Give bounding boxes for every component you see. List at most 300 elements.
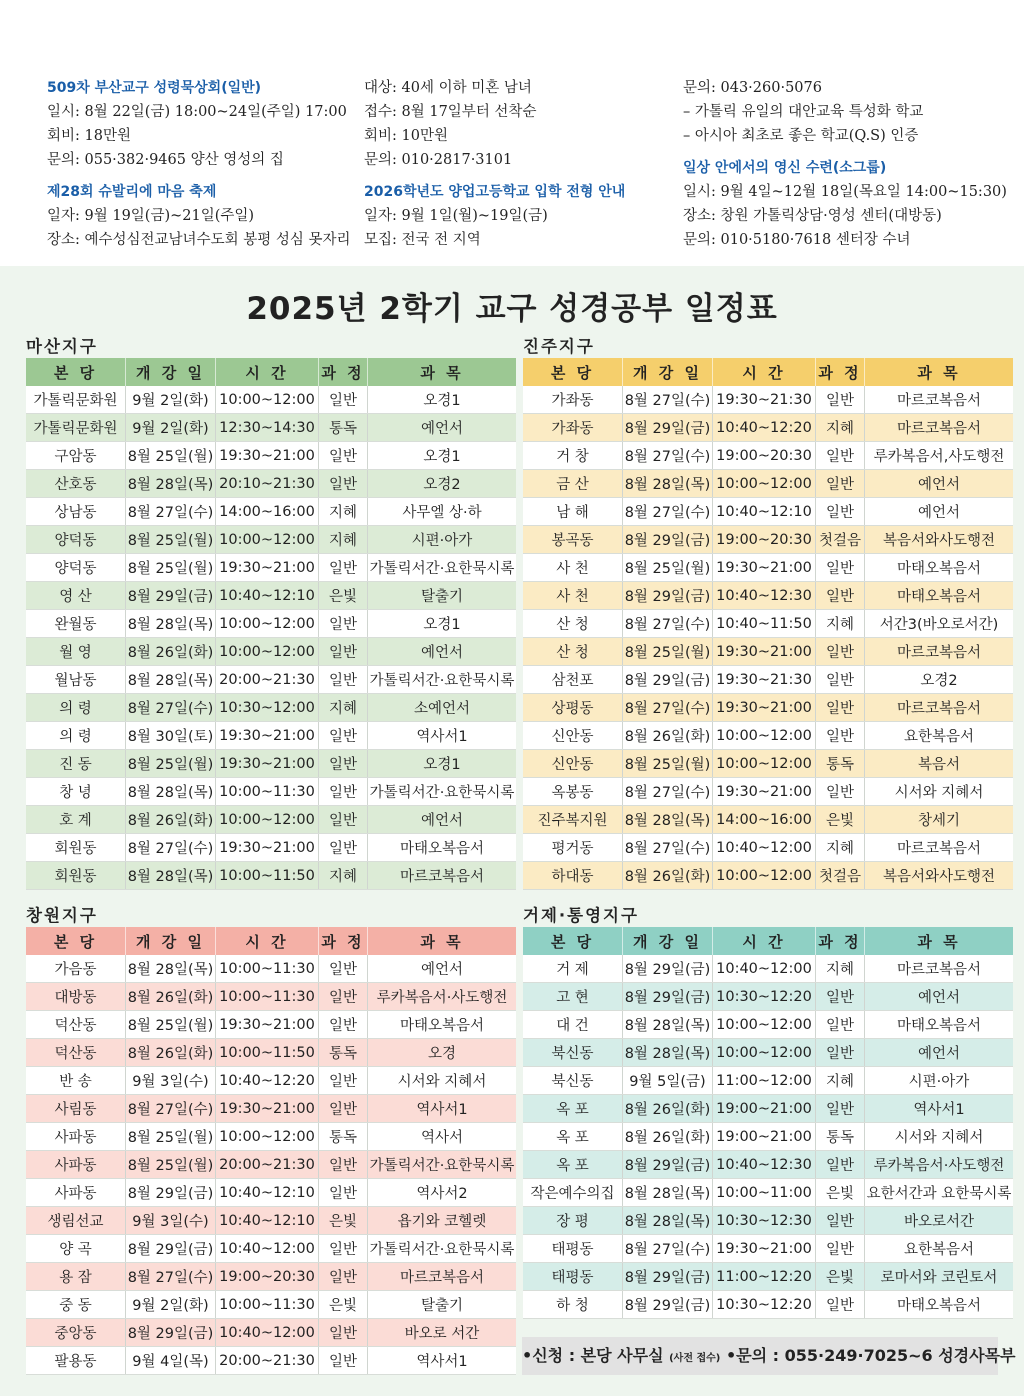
parish-cell: 사 천 xyxy=(523,554,623,582)
start-date-cell: 8월 29일(금) xyxy=(126,1179,216,1207)
time-cell: 19:00~21:00 xyxy=(713,1095,816,1123)
start-date-cell: 8월 26일(화) xyxy=(126,806,216,834)
time-cell: 12:30~14:30 xyxy=(216,414,319,442)
table-row xyxy=(26,955,516,983)
course-cell: 일반 xyxy=(816,1011,865,1039)
table-row xyxy=(26,554,516,582)
table-row xyxy=(26,1179,516,1207)
subject-cell: 오경 xyxy=(368,1039,517,1067)
time-cell: 19:30~21:00 xyxy=(216,1095,319,1123)
course-cell: 지혜 xyxy=(816,955,865,983)
parish-cell: 상남동 xyxy=(26,498,126,526)
subject-cell: 예언서 xyxy=(865,983,1014,1011)
parish-cell: 용 잠 xyxy=(26,1263,126,1291)
header-row xyxy=(523,358,1013,386)
subject-cell: 역사서 xyxy=(368,1123,517,1151)
start-date-cell: 8월 26일(화) xyxy=(623,1123,713,1151)
time-cell: 10:40~12:00 xyxy=(216,1235,319,1263)
table-row xyxy=(523,1179,1013,1207)
parish-cell: 북신동 xyxy=(523,1039,623,1067)
announcement-line: 모집: 전국 전 지역 xyxy=(364,232,481,248)
time-cell: 10:00~12:00 xyxy=(216,526,319,554)
table-row xyxy=(26,862,516,890)
announcement-line: 일자: 9월 19일(금)~21일(주일) xyxy=(47,208,255,224)
table-row xyxy=(523,442,1013,470)
subject-cell: 예언서 xyxy=(368,806,517,834)
table-row xyxy=(26,638,516,666)
course-cell: 일반 xyxy=(319,1347,368,1375)
announcement-line: 문의: 055·382·9465 양산 영성의 집 xyxy=(47,152,284,168)
time-cell: 19:00~20:30 xyxy=(713,526,816,554)
time-cell: 20:00~21:30 xyxy=(216,1151,319,1179)
announcement-line: 대상: 40세 이하 미혼 남녀 xyxy=(364,80,532,96)
course-cell: 일반 xyxy=(319,955,368,983)
course-cell: 일반 xyxy=(319,1319,368,1347)
table-row xyxy=(26,666,516,694)
table-row xyxy=(523,1011,1013,1039)
table-row xyxy=(523,414,1013,442)
jinju-schedule-table xyxy=(523,358,1013,890)
subject-cell: 시편·아가 xyxy=(865,1067,1014,1095)
course-cell: 은빛 xyxy=(816,806,865,834)
parish-cell: 장 평 xyxy=(523,1207,623,1235)
course-cell: 일반 xyxy=(319,1151,368,1179)
time-cell: 19:30~21:00 xyxy=(216,442,319,470)
subject-cell: 역사서2 xyxy=(368,1179,517,1207)
parish-cell: 사림동 xyxy=(26,1095,126,1123)
parish-cell: 가음동 xyxy=(26,955,126,983)
start-date-cell: 8월 25일(월) xyxy=(126,750,216,778)
time-cell: 19:30~21:00 xyxy=(216,1011,319,1039)
parish-cell: 북신동 xyxy=(523,1067,623,1095)
course-cell: 일반 xyxy=(319,1067,368,1095)
parish-cell: 양 곡 xyxy=(26,1235,126,1263)
header-row xyxy=(523,927,1013,955)
subject-cell: 시서와 지혜서 xyxy=(865,778,1014,806)
table-row xyxy=(26,1235,516,1263)
course-cell: 일반 xyxy=(816,442,865,470)
subject-cell: 오경1 xyxy=(368,386,517,414)
start-date-cell: 8월 26일(화) xyxy=(623,722,713,750)
subject-cell: 루카복음서,사도행전 xyxy=(865,442,1014,470)
time-cell: 10:00~11:50 xyxy=(216,1039,319,1067)
parish-cell: 생림선교 xyxy=(26,1207,126,1235)
start-date-cell: 8월 27일(수) xyxy=(623,386,713,414)
table-row xyxy=(26,1039,516,1067)
course-cell: 일반 xyxy=(816,1291,865,1319)
start-date-cell: 8월 29일(금) xyxy=(623,526,713,554)
course-cell: 은빛 xyxy=(319,1207,368,1235)
course-cell: 일반 xyxy=(816,694,865,722)
district-title: 창원지구 xyxy=(26,906,98,925)
parish-cell: 옥봉동 xyxy=(523,778,623,806)
column-header: 과 목 xyxy=(865,358,1014,386)
parish-cell: 완월동 xyxy=(26,610,126,638)
column-header: 개 강 일 xyxy=(126,358,216,386)
course-cell: 통독 xyxy=(816,750,865,778)
announcement-column-2 xyxy=(364,76,625,252)
column-header: 시 간 xyxy=(713,358,816,386)
course-cell: 지혜 xyxy=(319,498,368,526)
table-row xyxy=(26,750,516,778)
subject-cell: 역사서1 xyxy=(368,1095,517,1123)
start-date-cell: 8월 28일(목) xyxy=(126,862,216,890)
parish-cell: 고 현 xyxy=(523,983,623,1011)
start-date-cell: 8월 25일(월) xyxy=(126,1011,216,1039)
subject-cell: 시서와 지혜서 xyxy=(865,1123,1014,1151)
time-cell: 19:30~21:00 xyxy=(216,834,319,862)
parish-cell: 가톨릭문화원 xyxy=(26,414,126,442)
announcement-line: 장소: 창원 가톨릭상담·영성 센터(대방동) xyxy=(683,208,942,224)
parish-cell: 사파동 xyxy=(26,1179,126,1207)
time-cell: 20:00~21:30 xyxy=(216,666,319,694)
course-cell: 일반 xyxy=(319,750,368,778)
masan-district-section xyxy=(26,336,516,890)
subject-cell: 탈출기 xyxy=(368,582,517,610)
announcement-line: – 아시아 최초로 좋은 학교(Q.S) 인증 xyxy=(683,128,919,144)
subject-cell: 탈출기 xyxy=(368,1291,517,1319)
column-header: 시 간 xyxy=(216,927,319,955)
table-row xyxy=(26,610,516,638)
subject-cell: 요한복음서 xyxy=(865,1235,1014,1263)
table-row xyxy=(523,1095,1013,1123)
parish-cell: 가좌동 xyxy=(523,414,623,442)
parish-cell: 태평동 xyxy=(523,1263,623,1291)
start-date-cell: 8월 28일(목) xyxy=(126,470,216,498)
subject-cell: 예언서 xyxy=(368,414,517,442)
start-date-cell: 8월 25일(월) xyxy=(623,638,713,666)
time-cell: 10:30~12:20 xyxy=(713,983,816,1011)
subject-cell: 루카복음서·사도행전 xyxy=(368,983,517,1011)
announcement-heading: 일상 안에서의 영신 수련(소그룹) xyxy=(683,160,887,176)
parish-cell: 양덕동 xyxy=(26,526,126,554)
course-cell: 일반 xyxy=(319,554,368,582)
parish-cell: 덕산동 xyxy=(26,1011,126,1039)
start-date-cell: 8월 29일(금) xyxy=(623,1291,713,1319)
header-row xyxy=(26,927,516,955)
time-cell: 19:00~20:30 xyxy=(713,442,816,470)
course-cell: 일반 xyxy=(319,386,368,414)
table-row xyxy=(523,778,1013,806)
table-row xyxy=(26,1291,516,1319)
table-row xyxy=(26,582,516,610)
table-row xyxy=(523,1207,1013,1235)
table-row xyxy=(523,526,1013,554)
changwon-schedule-table xyxy=(26,927,516,1375)
subject-cell: 로마서와 코린토서 xyxy=(865,1263,1014,1291)
time-cell: 10:40~12:20 xyxy=(713,414,816,442)
course-cell: 일반 xyxy=(816,1235,865,1263)
parish-cell: 호 계 xyxy=(26,806,126,834)
start-date-cell: 8월 25일(월) xyxy=(623,750,713,778)
notice-contact: •문의 : 055·249·7025~6 성경사목부 xyxy=(725,1346,1016,1365)
column-header: 시 간 xyxy=(713,927,816,955)
table-row xyxy=(26,1151,516,1179)
table-row xyxy=(26,386,516,414)
time-cell: 19:30~21:00 xyxy=(713,778,816,806)
course-cell: 일반 xyxy=(816,1207,865,1235)
subject-cell: 복음서와사도행전 xyxy=(865,526,1014,554)
time-cell: 19:00~21:00 xyxy=(713,1123,816,1151)
subject-cell: 오경1 xyxy=(368,610,517,638)
subject-cell: 복음서와사도행전 xyxy=(865,862,1014,890)
column-header: 과 목 xyxy=(368,358,517,386)
table-row xyxy=(523,1151,1013,1179)
parish-cell: 진 동 xyxy=(26,750,126,778)
parish-cell: 월 영 xyxy=(26,638,126,666)
subject-cell: 예언서 xyxy=(865,470,1014,498)
parish-cell: 평거동 xyxy=(523,834,623,862)
district-title: 마산지구 xyxy=(26,337,98,356)
course-cell: 일반 xyxy=(319,1179,368,1207)
time-cell: 10:00~11:30 xyxy=(216,778,319,806)
course-cell: 일반 xyxy=(816,582,865,610)
parish-cell: 덕산동 xyxy=(26,1039,126,1067)
time-cell: 10:00~11:30 xyxy=(216,1291,319,1319)
course-cell: 일반 xyxy=(319,983,368,1011)
time-cell: 10:40~12:10 xyxy=(216,1207,319,1235)
course-cell: 통독 xyxy=(319,1123,368,1151)
column-header: 과 목 xyxy=(368,927,517,955)
parish-cell: 대 건 xyxy=(523,1011,623,1039)
subject-cell: 요한복음서 xyxy=(865,722,1014,750)
district-title: 거제·통영지구 xyxy=(523,906,639,925)
parish-cell: 가톨릭문화원 xyxy=(26,386,126,414)
time-cell: 10:00~12:00 xyxy=(713,470,816,498)
announcement-line: 회비: 18만원 xyxy=(47,128,131,144)
column-header: 과 목 xyxy=(865,927,1014,955)
subject-cell: 마르코복음서 xyxy=(865,386,1014,414)
start-date-cell: 8월 27일(수) xyxy=(126,1263,216,1291)
course-cell: 은빛 xyxy=(319,1291,368,1319)
header-row xyxy=(26,358,516,386)
time-cell: 11:00~12:20 xyxy=(713,1263,816,1291)
subject-cell: 욥기와 코헬렛 xyxy=(368,1207,517,1235)
parish-cell: 사 천 xyxy=(523,582,623,610)
start-date-cell: 8월 28일(목) xyxy=(623,806,713,834)
time-cell: 10:30~12:30 xyxy=(713,1207,816,1235)
course-cell: 지혜 xyxy=(816,1067,865,1095)
start-date-cell: 9월 2일(화) xyxy=(126,386,216,414)
course-cell: 은빛 xyxy=(816,1263,865,1291)
course-cell: 지혜 xyxy=(319,526,368,554)
time-cell: 14:00~16:00 xyxy=(713,806,816,834)
table-row xyxy=(26,1347,516,1375)
subject-cell: 바오로 서간 xyxy=(368,1319,517,1347)
course-cell: 통독 xyxy=(319,414,368,442)
announcement-line: 문의: 043·260·5076 xyxy=(683,80,822,96)
parish-cell: 월남동 xyxy=(26,666,126,694)
course-cell: 일반 xyxy=(319,806,368,834)
parish-cell: 금 산 xyxy=(523,470,623,498)
parish-cell: 중앙동 xyxy=(26,1319,126,1347)
table-row xyxy=(26,834,516,862)
parish-cell: 거 창 xyxy=(523,442,623,470)
start-date-cell: 8월 27일(수) xyxy=(126,694,216,722)
table-row xyxy=(26,1319,516,1347)
course-cell: 일반 xyxy=(319,722,368,750)
table-row xyxy=(26,1123,516,1151)
start-date-cell: 8월 27일(수) xyxy=(623,498,713,526)
time-cell: 19:30~21:00 xyxy=(713,554,816,582)
time-cell: 10:30~12:00 xyxy=(216,694,319,722)
announcement-line: 일자: 9월 1일(월)~19일(금) xyxy=(364,208,548,224)
time-cell: 10:40~12:30 xyxy=(713,1151,816,1179)
start-date-cell: 8월 28일(목) xyxy=(623,1039,713,1067)
table-row xyxy=(523,955,1013,983)
time-cell: 10:40~12:10 xyxy=(216,1179,319,1207)
announcement-line: – 가톨릭 유일의 대안교육 특성화 학교 xyxy=(683,104,924,120)
parish-cell: 사파동 xyxy=(26,1123,126,1151)
subject-cell: 마르코복음서 xyxy=(865,834,1014,862)
parish-cell: 남 해 xyxy=(523,498,623,526)
course-cell: 일반 xyxy=(816,638,865,666)
subject-cell: 마르코복음서 xyxy=(368,862,517,890)
time-cell: 10:00~12:00 xyxy=(713,862,816,890)
table-row xyxy=(26,498,516,526)
time-cell: 10:00~12:00 xyxy=(216,638,319,666)
course-cell: 지혜 xyxy=(319,694,368,722)
start-date-cell: 8월 28일(목) xyxy=(126,778,216,806)
column-header: 개 강 일 xyxy=(623,358,713,386)
start-date-cell: 8월 29일(금) xyxy=(623,414,713,442)
subject-cell: 서간3(바오로서간) xyxy=(865,610,1014,638)
subject-cell: 요한서간과 요한묵시록 xyxy=(865,1179,1014,1207)
parish-cell: 상평동 xyxy=(523,694,623,722)
table-row xyxy=(26,442,516,470)
table-row xyxy=(523,1235,1013,1263)
subject-cell: 마태오복음서 xyxy=(368,834,517,862)
start-date-cell: 8월 27일(수) xyxy=(126,1095,216,1123)
start-date-cell: 9월 2일(화) xyxy=(126,414,216,442)
subject-cell: 바오로서간 xyxy=(865,1207,1014,1235)
time-cell: 19:30~21:00 xyxy=(713,694,816,722)
course-cell: 일반 xyxy=(319,1235,368,1263)
start-date-cell: 9월 3일(수) xyxy=(126,1067,216,1095)
column-header: 과 정 xyxy=(816,927,865,955)
parish-cell: 회원동 xyxy=(26,834,126,862)
time-cell: 10:00~12:00 xyxy=(713,1039,816,1067)
subject-cell: 시편·아가 xyxy=(368,526,517,554)
subject-cell: 가톨릭서간·요한묵시록 xyxy=(368,778,517,806)
course-cell: 일반 xyxy=(816,778,865,806)
time-cell: 10:00~12:00 xyxy=(713,750,816,778)
table-row xyxy=(26,983,516,1011)
time-cell: 19:30~21:00 xyxy=(216,750,319,778)
table-row xyxy=(523,834,1013,862)
course-cell: 지혜 xyxy=(816,610,865,638)
parish-cell: 창 녕 xyxy=(26,778,126,806)
subject-cell: 오경1 xyxy=(368,442,517,470)
time-cell: 10:40~12:20 xyxy=(216,1067,319,1095)
table-row xyxy=(26,1067,516,1095)
parish-cell: 옥 포 xyxy=(523,1123,623,1151)
table-row xyxy=(26,470,516,498)
start-date-cell: 8월 28일(목) xyxy=(126,610,216,638)
course-cell: 첫걸음 xyxy=(816,862,865,890)
subject-cell: 예언서 xyxy=(368,955,517,983)
subject-cell: 가톨릭서간·요한묵시록 xyxy=(368,1151,517,1179)
time-cell: 10:00~11:30 xyxy=(216,983,319,1011)
time-cell: 10:40~12:10 xyxy=(713,498,816,526)
time-cell: 19:30~21:00 xyxy=(713,638,816,666)
time-cell: 10:00~11:50 xyxy=(216,862,319,890)
parish-cell: 봉곡동 xyxy=(523,526,623,554)
table-row xyxy=(26,414,516,442)
course-cell: 일반 xyxy=(816,498,865,526)
subject-cell: 가톨릭서간·요한묵시록 xyxy=(368,666,517,694)
geoje-schedule-table xyxy=(523,927,1013,1319)
parish-cell: 산 청 xyxy=(523,638,623,666)
announcement-line: 일시: 8월 22일(금) 18:00~24일(주일) 17:00 xyxy=(47,104,347,120)
parish-cell: 하 청 xyxy=(523,1291,623,1319)
jinju-district-section xyxy=(523,336,1013,890)
parish-cell: 신안동 xyxy=(523,750,623,778)
table-row xyxy=(523,554,1013,582)
time-cell: 19:30~21:00 xyxy=(216,722,319,750)
start-date-cell: 8월 25일(월) xyxy=(126,554,216,582)
subject-cell: 가톨릭서간·요한묵시록 xyxy=(368,1235,517,1263)
course-cell: 은빛 xyxy=(816,1179,865,1207)
start-date-cell: 8월 30일(토) xyxy=(126,722,216,750)
course-cell: 일반 xyxy=(816,666,865,694)
parish-cell: 옥 포 xyxy=(523,1095,623,1123)
column-header: 본 당 xyxy=(26,927,126,955)
subject-cell: 예언서 xyxy=(368,638,517,666)
subject-cell: 마태오복음서 xyxy=(368,1011,517,1039)
subject-cell: 소예언서 xyxy=(368,694,517,722)
announcement-line: 회비: 10만원 xyxy=(364,128,448,144)
table-row xyxy=(26,778,516,806)
table-row xyxy=(523,470,1013,498)
parish-cell: 의 령 xyxy=(26,694,126,722)
subject-cell: 사무엘 상·하 xyxy=(368,498,517,526)
subject-cell: 역사서1 xyxy=(865,1095,1014,1123)
course-cell: 지혜 xyxy=(319,862,368,890)
subject-cell: 복음서 xyxy=(865,750,1014,778)
subject-cell: 마태오복음서 xyxy=(865,582,1014,610)
parish-cell: 팔용동 xyxy=(26,1347,126,1375)
course-cell: 일반 xyxy=(816,1095,865,1123)
start-date-cell: 8월 28일(목) xyxy=(623,470,713,498)
subject-cell: 마르코복음서 xyxy=(368,1263,517,1291)
start-date-cell: 9월 3일(수) xyxy=(126,1207,216,1235)
subject-cell: 마르코복음서 xyxy=(865,955,1014,983)
table-row xyxy=(523,666,1013,694)
time-cell: 10:00~12:00 xyxy=(216,386,319,414)
start-date-cell: 8월 27일(수) xyxy=(623,442,713,470)
start-date-cell: 8월 25일(월) xyxy=(126,526,216,554)
course-cell: 일반 xyxy=(816,722,865,750)
start-date-cell: 8월 25일(월) xyxy=(623,554,713,582)
column-header: 본 당 xyxy=(26,358,126,386)
subject-cell: 오경1 xyxy=(368,750,517,778)
notice-small: (사전 접수) xyxy=(669,1353,721,1364)
start-date-cell: 8월 25일(월) xyxy=(126,442,216,470)
announcement-heading: 2026학년도 양업고등학교 입학 전형 안내 xyxy=(364,184,626,200)
course-cell: 일반 xyxy=(319,442,368,470)
subject-cell: 예언서 xyxy=(865,498,1014,526)
time-cell: 19:30~21:00 xyxy=(713,1235,816,1263)
subject-cell: 가톨릭서간·요한묵시록 xyxy=(368,554,517,582)
start-date-cell: 8월 28일(목) xyxy=(623,1011,713,1039)
table-row xyxy=(523,983,1013,1011)
time-cell: 10:40~12:10 xyxy=(216,582,319,610)
parish-cell: 대방동 xyxy=(26,983,126,1011)
parish-cell: 신안동 xyxy=(523,722,623,750)
course-cell: 일반 xyxy=(816,554,865,582)
time-cell: 10:40~12:00 xyxy=(713,955,816,983)
